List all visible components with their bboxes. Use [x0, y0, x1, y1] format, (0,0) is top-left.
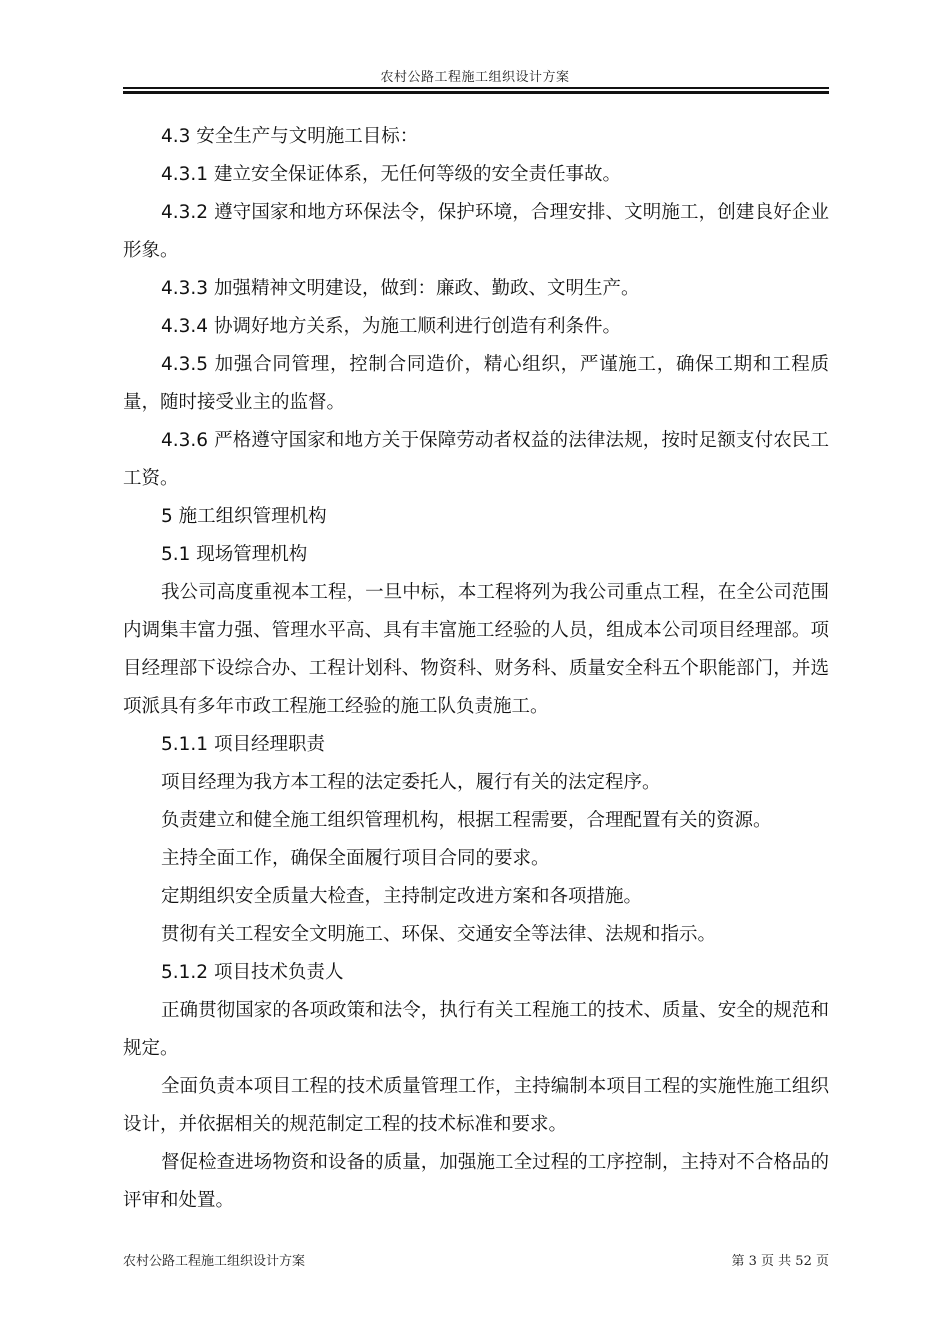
footer-page-total: 52: [795, 1254, 812, 1269]
paragraph-4-3-3: 4.3.3 加强精神文明建设，做到：廉政、勤政、文明生产。: [161, 278, 640, 299]
header-rule-thick: [123, 91, 829, 94]
paragraph-4-3-2: 4.3.2 遵守国家和地方环保法令，保护环境，合理安排、文明施工，创建良好企业形象。: [123, 202, 829, 261]
heading-5-1-2: 5.1.2 项目技术负责人: [161, 962, 344, 983]
paragraph-5-1-1-b: 负责建立和健全施工组织管理机构，根据工程需要，合理配置有关的资源。: [161, 810, 772, 831]
heading-5: 5 施工组织管理机构: [161, 506, 327, 527]
paragraph-5-1-2-b: 全面负责本项目工程的技术质量管理工作，主持编制本项目工程的实施性施工组织设计，并依据相关的规范制定工程的技术标准和要求。: [123, 1076, 829, 1135]
paragraph-4-3-1: 4.3.1 建立安全保证体系，无任何等级的安全责任事故。: [161, 164, 621, 185]
header-title: 农村公路工程施工组织设计方案: [380, 70, 570, 85]
document-body: [123, 118, 829, 1220]
footer-page-middle: 页 共: [761, 1254, 792, 1269]
paragraph-4-3-6: 4.3.6 严格遵守国家和地方关于保障劳动者权益的法律法规，按时足额支付农民工工资。: [123, 430, 829, 489]
paragraph-5-1-1-c: 主持全面工作，确保全面履行项目合同的要求。: [161, 848, 550, 869]
heading-5-1-1: 5.1.1 项目经理职责: [161, 734, 325, 755]
paragraph-5-1-1-d: 定期组织安全质量大检查，主持制定改进方案和各项措施。: [161, 886, 643, 907]
paragraph-5-1-2-c: 督促检查进场物资和设备的质量，加强施工全过程的工序控制，主持对不合格品的评审和处置。: [123, 1152, 829, 1211]
paragraph-4-3-4: 4.3.4 协调好地方关系，为施工顺利进行创造有利条件。: [161, 316, 621, 337]
paragraph-5-1-body: 我公司高度重视本工程，一旦中标，本工程将列为我公司重点工程，在全公司范围内调集丰富力强、管理水平高、具有丰富施工经验的人员，组成本公司项目经理部。项目经理部下设综合办、工程计划科、物资科、财务科、质量安全科五个职能部门，并选项派具有多年市政工程施工经验的施工队负责施工。: [123, 582, 829, 717]
paragraph-5-1-1-e: 贯彻有关工程安全文明施工、环保、交通安全等法律、法规和指示。: [161, 924, 717, 945]
heading-5-1: 5.1 现场管理机构: [161, 544, 308, 565]
footer-page-number: [731, 1250, 829, 1269]
paragraph-4-3-5: 4.3.5 加强合同管理，控制合同造价，精心组织，严谨施工，确保工期和工程质量，随时接受业主的监督。: [123, 354, 829, 413]
footer-page-prefix: 第: [731, 1254, 745, 1269]
footer-page-current: 3: [748, 1254, 757, 1269]
heading-4-3: 4.3 安全生产与文明施工目标：: [161, 126, 419, 147]
footer-title: 农村公路工程施工组织设计方案: [123, 1254, 306, 1269]
paragraph-5-1-2-a: 正确贯彻国家的各项政策和法令，执行有关工程施工的技术、质量、安全的规范和规定。: [123, 1000, 829, 1059]
header-rule-thin: [123, 87, 829, 89]
footer-page-suffix: 页: [815, 1254, 829, 1269]
paragraph-5-1-1-a: 项目经理为我方本工程的法定委托人，履行有关的法定程序。: [161, 772, 661, 793]
